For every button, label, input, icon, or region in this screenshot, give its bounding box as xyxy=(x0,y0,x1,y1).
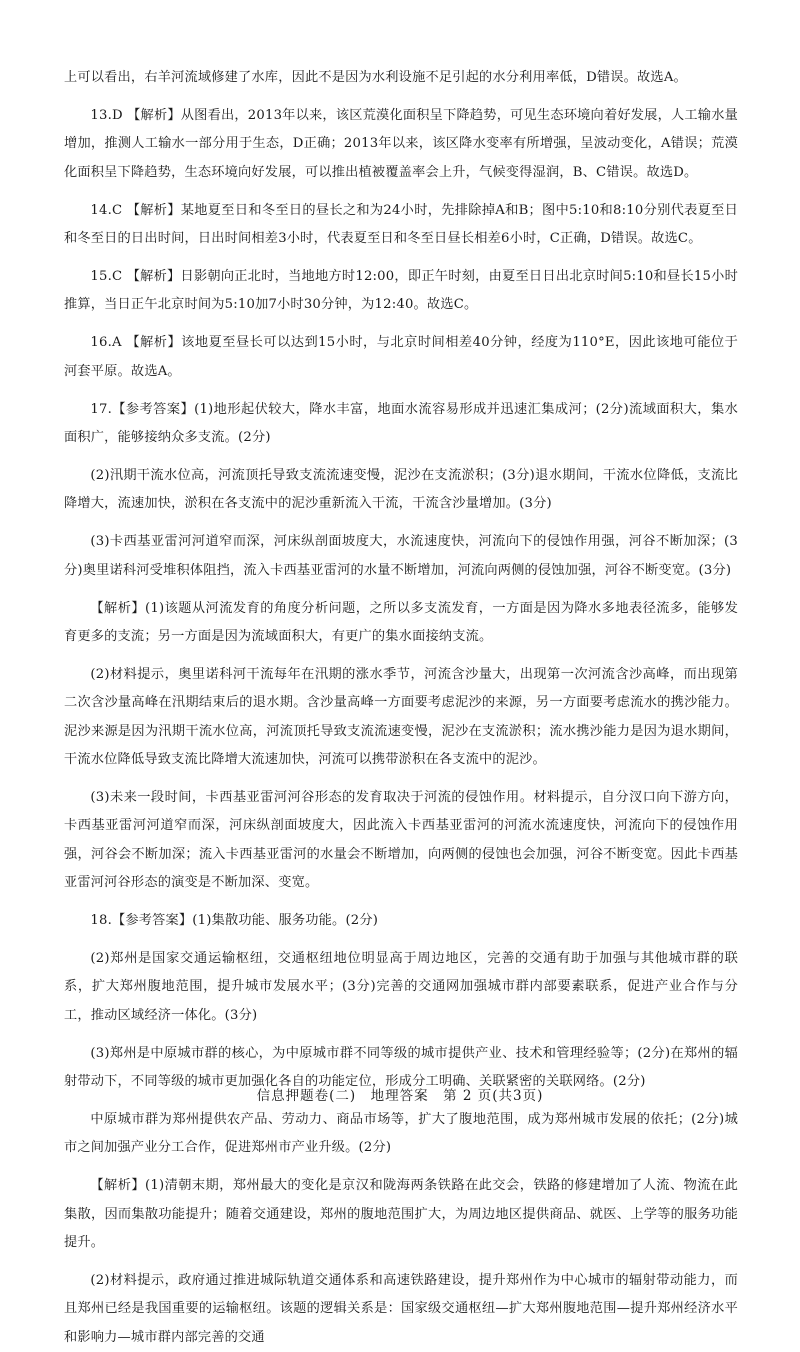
answer-18-reference: 18.【参考答案】(1)集散功能、服务功能。(2分) xyxy=(90,913,379,929)
answer-14: 14.C 【解析】某地夏至日和冬至日的昼长之和为24小时，先排除掉A和B；图中5:10和8:10分别代表夏至日和冬至日的日出时间，日出时间相差3小时，代表夏至日和冬至日昼长相差6小时，C正确，D错误。故选C。 xyxy=(64,202,738,247)
analysis-18-part-2: (2)材料提示，政府通过推进城际轨道交通体系和高速铁路建设，提升郑州作为中心城市的辐射带动能力，而且郑州已经是我国重要的运输枢纽。该题的逻辑关系是：国家级交通枢纽—扩大郑州腹地范围—提升郑州经济水平和影响力—城市群内部完善的交通 xyxy=(64,1273,738,1345)
answer-16: 16.A 【解析】该地夏至昼长可以达到15小时，与北京时间相差40分钟，经度为110°E，因此该地可能位于河套平原。故选A。 xyxy=(64,335,738,379)
answer-18-part-2: (2)郑州是国家交通运输枢纽，交通枢纽地位明显高于周边地区，完善的交通有助于加强与其他城市群的联系，扩大郑州腹地范围，提升城市发展水平；(3分)完善的交通网加强城市群内部要素联系，促进产业合作与分工，推动区域经济一体化。(3分) xyxy=(64,950,738,1023)
answer-17-reference: 17.【参考答案】(1)地形起伏较大，降水丰富，地面水流容易形成并迅速汇集成河；(2分)流域面积大，集水面积广，能够接纳众多支流。(2分) xyxy=(64,401,738,445)
analysis-17-part-3: (3)未来一段时间，卡西基亚雷河河谷形态的发育取决于河流的侵蚀作用。材料提示，自分汊口向下游方向，卡西基亚雷河河道窄而深，河床纵剖面坡度大，因此流入卡西基亚雷河的河流水流速度快，河流向下的侵蚀作用强，河谷会不断加深；流入卡西基亚雷河的水量会不断增加，向两侧的侵蚀也会加强，河谷不断变宽。因此卡西基亚雷河河谷形态的演变是不断加深、变宽。 xyxy=(64,789,738,891)
analysis-18-part-1: 【解析】(1)清朝末期，郑州最大的变化是京汉和陇海两条铁路在此交会，铁路的修建增加了人流、物流在此集散，因而集散功能提升；随着交通建设，郑州的腹地范围扩大，为周边地区提供商品、就医、上学等的服务功能提升。 xyxy=(64,1178,738,1251)
answer-13: 13.D 【解析】从图看出，2013年以来，该区荒漠化面积呈下降趋势，可见生态环境向着好发展，人工输水量增加，推测人工输水一部分用于生态，D正确；2013年以来，该区降水变率有所增强，呈波动变化，A错误；荒漠化面积呈下降趋势，生态环境向好发展，可以推出植被覆盖率会上升，气候变得湿润，B、C错误。故选D。 xyxy=(64,107,738,180)
answer-18-part-3-continued: 中原城市群为郑州提供农产品、劳动力、商品市场等，扩大了腹地范围，成为郑州城市发展的依托；(2分)城市之间加强产业分工合作，促进郑州市产业升级。(2分) xyxy=(64,1112,738,1156)
analysis-17-part-1: 【解析】(1)该题从河流发育的角度分析问题，之所以多支流发育，一方面是因为降水多地表径流多，能够发育更多的支流；另一方面是因为流域面积大，有更广的集水面接纳支流。 xyxy=(64,600,738,644)
answer-17-part-2: (2)汛期干流水位高，河流顶托导致支流流速变慢，泥沙在支流淤积；(3分)退水期间，干流水位降低，支流比降增大，流速加快，淤积在各支流中的泥沙重新流入干流，干流含沙量增加。(3分) xyxy=(64,467,738,512)
analysis-17-part-2: (2)材料提示，奥里诺科河干流每年在汛期的涨水季节，河流含沙量大，出现第一次河流含沙高峰，而出现第二次含沙量高峰在汛期结束后的退水期。含沙量高峰一方面要考虑泥沙的来源，另一方面要考虑流水的携沙能力。泥沙来源是因为汛期干流水位高，河流顶托导致支流流速变慢，泥沙在支流淤积；流水携沙能力是因为退水期间，干流水位降低导致支流比降增大流速加快，河流可以携带淤积在各支流中的泥沙。 xyxy=(64,666,738,768)
answer-15: 15.C 【解析】日影朝向正北时，当地地方时12:00，即正午时刻，由夏至日日出北京时间5:10和昼长15小时推算，当日正午北京时间为5:10加7小时30分钟，为12:40。故选C。 xyxy=(64,268,738,313)
answer-18-part-3: (3)郑州是中原城市群的核心，为中原城市群不同等级的城市提供产业、技术和管理经验等；(2分)在郑州的辐射带动下，不同等级的城市更加强化各自的功能定位，形成分工明确、关联紧密的关联网络。(2分) xyxy=(64,1045,738,1090)
paragraph-0: 上可以看出，右羊河流域修建了水库，因此不是因为水利设施不足引起的水分利用率低，D错误。故选A。 xyxy=(64,70,687,85)
page-footer: 信息押题卷(二) 地理答案 第 2 页(共3页) xyxy=(256,1088,544,1104)
answer-17-part-3: (3)卡西基亚雷河河道窄而深，河床纵剖面坡度大，水流速度快，河流向下的侵蚀作用强，河谷不断加深；(3分)奥里诺科河受堆积体阻挡，流入卡西基亚雷河的水量不断增加，河流向两侧的侵蚀加强，河谷不断变宽。(3分) xyxy=(64,534,738,578)
